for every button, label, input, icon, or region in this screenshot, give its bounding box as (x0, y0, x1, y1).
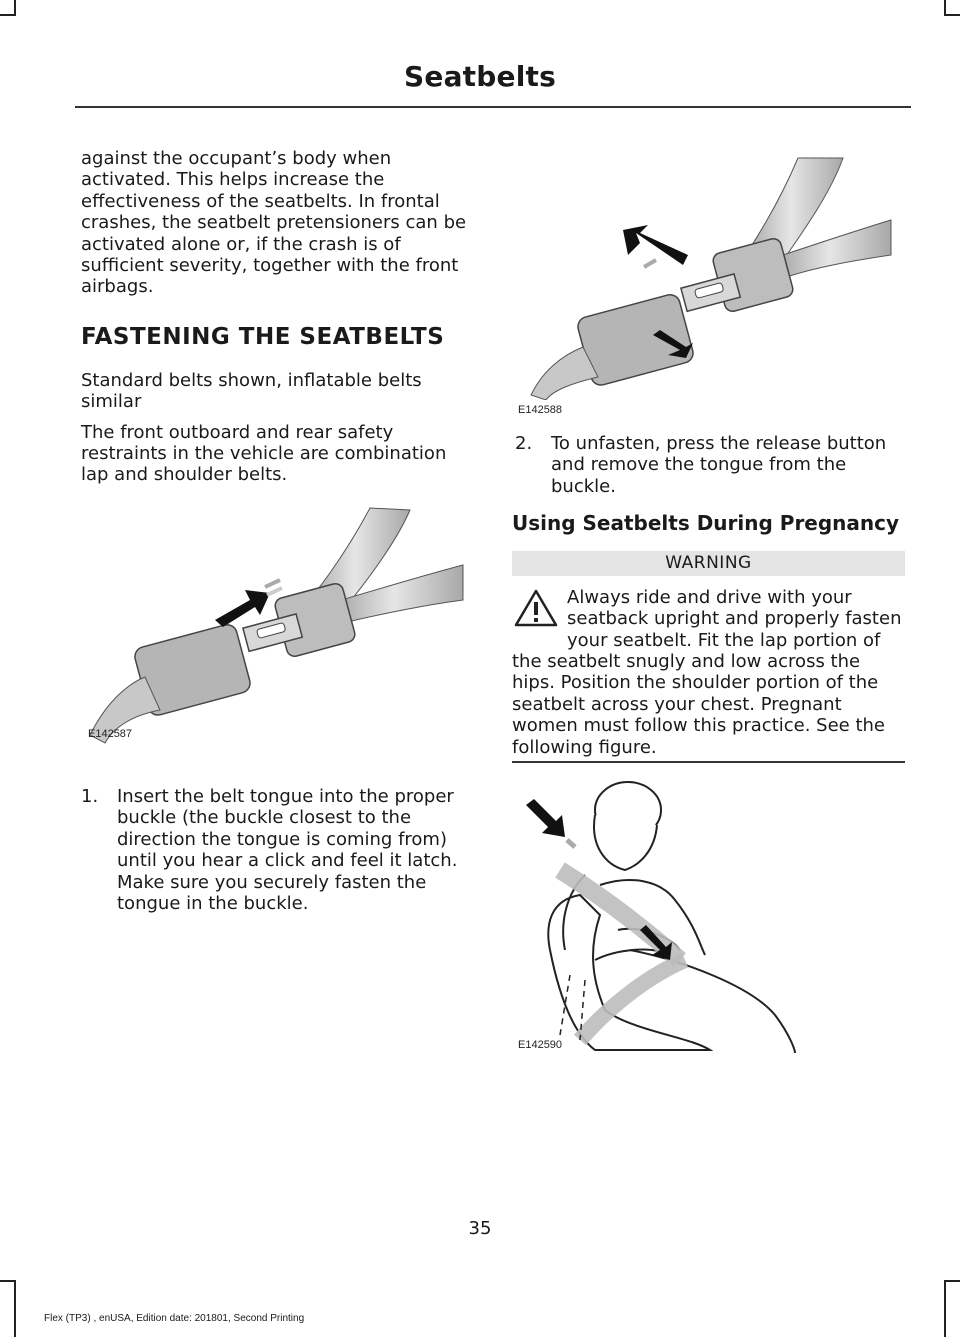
body-paragraph: The front outboard and rear safety restraints in the vehicle are combination lap and shoulder belts. (81, 421, 447, 486)
crop-mark (944, 0, 946, 14)
note-paragraph: Standard belts shown, inflatable belts similar (81, 369, 422, 413)
figure-label: E142590 (518, 1039, 563, 1051)
header-divider (75, 106, 911, 108)
crop-mark (14, 1280, 16, 1337)
page-number: 35 (468, 1218, 492, 1239)
warning-text-lead: Always ride and drive with your seatback upright and properly fasten your seatbelt. Fit the lap portion of (567, 587, 902, 651)
pregnancy-seatbelt-illustration (520, 775, 800, 1055)
warning-banner: WARNING (512, 551, 905, 576)
sub-heading: Using Seatbelts During Pregnancy (512, 511, 900, 535)
step-text: To unfasten, press the release button and remove the tongue from the buckle. (551, 433, 887, 497)
crop-mark (944, 1280, 946, 1337)
step-1 (81, 786, 471, 914)
figure-belt-insert (85, 505, 465, 745)
crop-mark (0, 1280, 16, 1282)
crop-mark (944, 14, 960, 16)
step-text: Insert the belt tongue into the proper buckle (the buckle closest to the direction the tongue is coming from) until you hear a click and feel it latch. Make sure you securely fasten the tongue in the buckle. (117, 786, 458, 915)
crop-mark (944, 1280, 960, 1282)
left-column (81, 148, 481, 486)
belt-release-illustration (528, 155, 893, 400)
figure-belt-release (528, 155, 893, 400)
section-heading: FASTENING THE SEATBELTS (81, 323, 445, 350)
step-number: 2. (515, 433, 533, 454)
crop-mark (14, 0, 16, 14)
figure-pregnancy-belt (520, 775, 800, 1055)
intro-paragraph: against the occupant’s body when activated. This helps increase the effectiveness of the seatbelts. In frontal crashes, the seatbelt pretensioners can be activated alone or, if the crash is of sufficient severity, together with the front airbags. (81, 148, 467, 298)
warning-divider (512, 761, 905, 763)
belt-insert-illustration (85, 505, 465, 745)
figure-label: E142588 (518, 404, 563, 416)
warning-triangle-icon (513, 588, 559, 632)
edition-footer: Flex (TP3) , enUSA, Edition date: 201801, Second Printing (44, 1313, 305, 1324)
step-2 (515, 433, 905, 497)
step-number: 1. (81, 786, 99, 807)
figure-label: E142587 (88, 728, 133, 740)
crop-mark (0, 14, 16, 16)
warning-text-rest: the seatbelt snugly and low across the hips. Position the shoulder portion of the seatbelt across your chest. Pregnant women must follow this practice. See the following figure. (512, 651, 886, 758)
page-title: Seatbelts (404, 60, 556, 93)
